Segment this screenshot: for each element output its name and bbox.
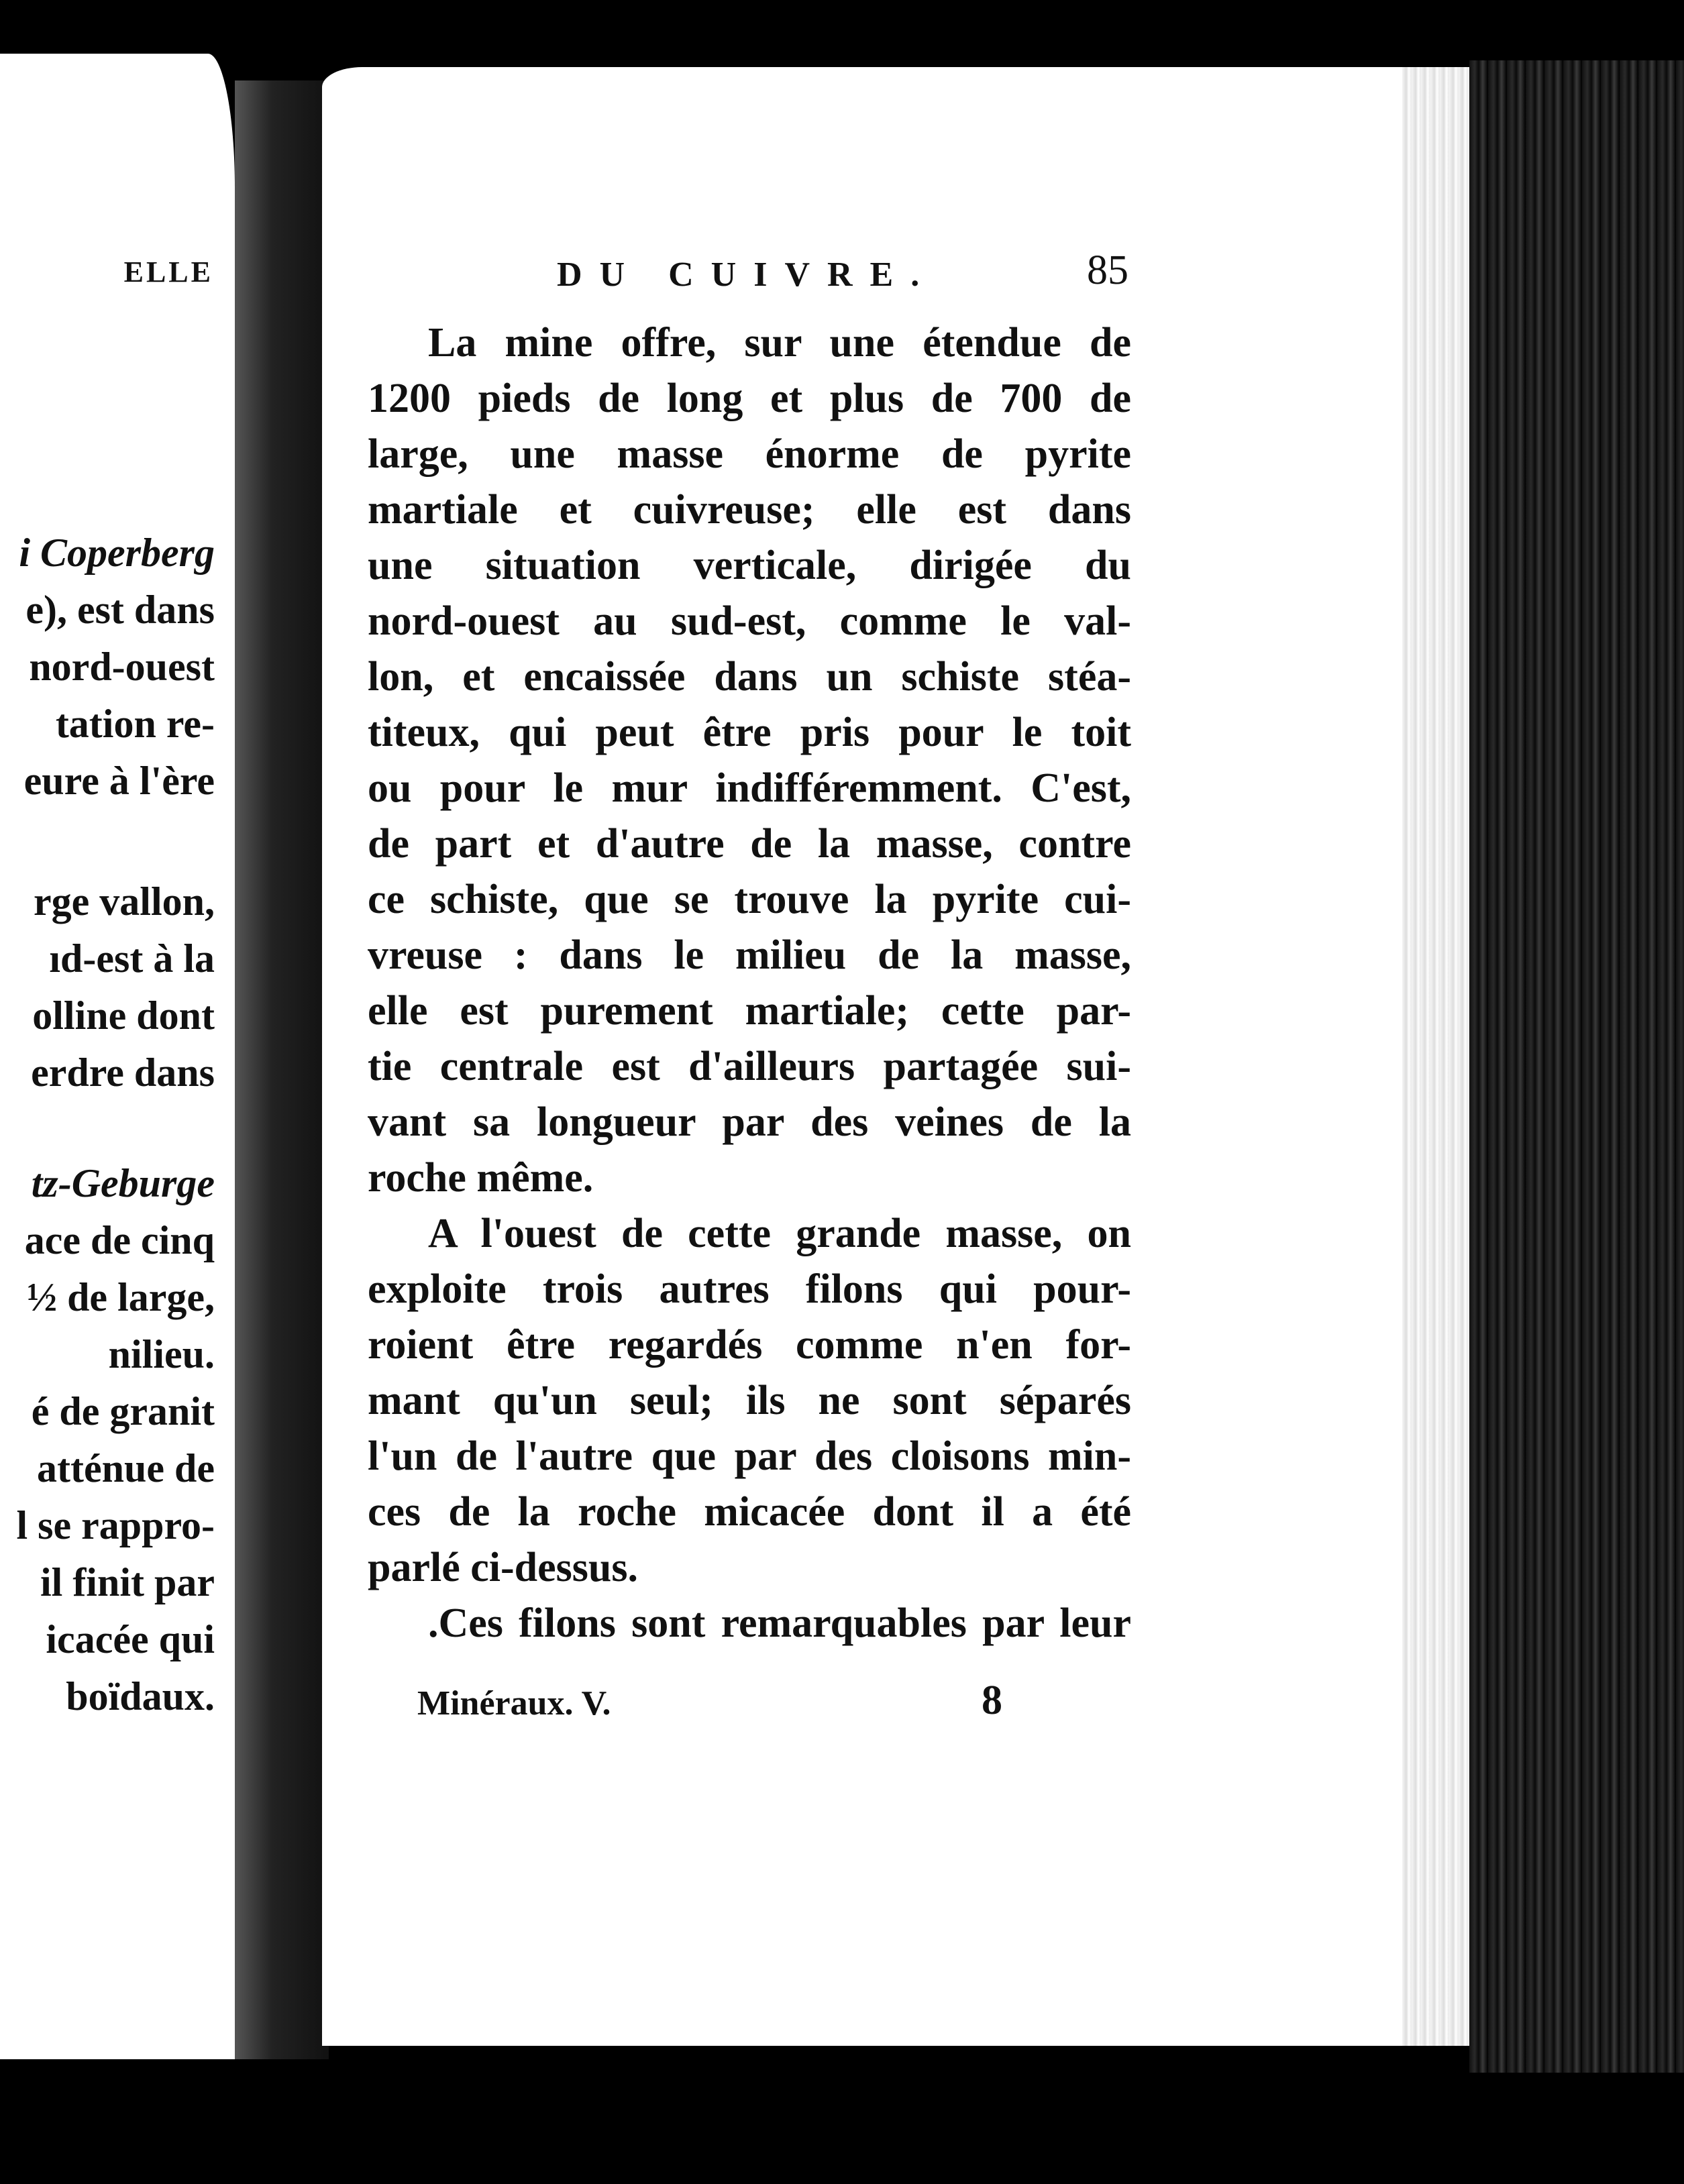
text-line: ces de la roche micacée dont il a été — [368, 1489, 1131, 1535]
text-line: mant qu'un seul; ils ne sont séparés — [368, 1378, 1131, 1423]
text-line: A l'ouest de cette grande masse, on — [428, 1211, 1131, 1256]
signature-number: 8 — [982, 1678, 1002, 1723]
left-page-header: ELLE — [123, 256, 213, 288]
left-page-line: tation re- — [55, 702, 215, 746]
left-page-line: eure à l'ère — [23, 759, 215, 803]
running-head: DU CUIVRE. — [557, 256, 937, 294]
text-line: titeux, qui peut être pris pour le toit — [368, 710, 1131, 755]
text-line: tie centrale est d'ailleurs partagée sui- — [368, 1044, 1131, 1089]
left-page-line: i Coperberg — [19, 531, 215, 575]
text-line: ce schiste, que se trouve la pyrite cui- — [368, 877, 1131, 922]
left-page-line: erdre dans — [31, 1050, 215, 1095]
text-line: l'un de l'autre que par des cloisons min- — [368, 1433, 1131, 1479]
text-line: de part et d'autre de la masse, contre — [368, 821, 1131, 867]
text-line: roient être regardés comme n'en for- — [368, 1322, 1131, 1368]
left-page-line: ace de cinq — [24, 1218, 215, 1262]
left-page-line: rge vallon, — [34, 879, 215, 924]
text-line: elle est purement martiale; cette par- — [368, 988, 1131, 1034]
text-line: large, une masse énorme de pyrite — [368, 431, 1131, 477]
text-line: vreuse : dans le milieu de la masse, — [368, 932, 1131, 978]
left-page-line: boïdaux. — [66, 1674, 215, 1718]
left-page-line: é de granit — [31, 1389, 215, 1433]
text-line: .Ces filons sont remarquables par leur — [428, 1600, 1131, 1646]
text-line: une situation verticale, dirigée du — [368, 543, 1131, 588]
left-page-line: ½ de large, — [27, 1275, 215, 1319]
left-page-line: olline dont — [32, 993, 215, 1038]
left-page-line: l se rappro- — [16, 1503, 215, 1547]
text-line: roche même. — [368, 1155, 594, 1201]
left-page-line: nord-ouest — [29, 645, 215, 689]
left-page-line: tz-Geburge — [31, 1161, 215, 1205]
body-text — [368, 315, 1131, 1651]
text-line: La mine offre, sur une étendue de — [428, 320, 1131, 366]
book-fore-edge — [1469, 60, 1684, 2073]
signature-title: Minéraux. V. — [417, 1684, 611, 1723]
left-page-line: atténue de — [37, 1446, 215, 1490]
left-page-line: ıd-est à la — [49, 936, 215, 981]
text-line: parlé ci-dessus. — [368, 1545, 638, 1590]
left-page-line: icacée qui — [46, 1617, 215, 1661]
page-edge — [1402, 67, 1469, 2046]
book-gutter — [235, 80, 329, 2059]
text-line: vant sa longueur par des veines de la — [368, 1099, 1131, 1145]
text-line: ou pour le mur indifféremment. C'est, — [368, 765, 1131, 811]
left-page-line: il finit par — [40, 1560, 215, 1604]
left-page — [0, 54, 235, 2059]
left-page-line: nilieu. — [108, 1332, 215, 1376]
text-line: nord-ouest au sud-est, comme le val- — [368, 598, 1131, 644]
left-page-line: e), est dans — [25, 588, 215, 632]
text-line: martiale et cuivreuse; elle est dans — [368, 487, 1131, 533]
text-line: lon, et encaissée dans un schiste stéa- — [368, 654, 1131, 700]
text-line: 1200 pieds de long et plus de 700 de — [368, 376, 1131, 421]
text-line: exploite trois autres filons qui pour- — [368, 1266, 1131, 1312]
page-number: 85 — [1087, 248, 1128, 293]
